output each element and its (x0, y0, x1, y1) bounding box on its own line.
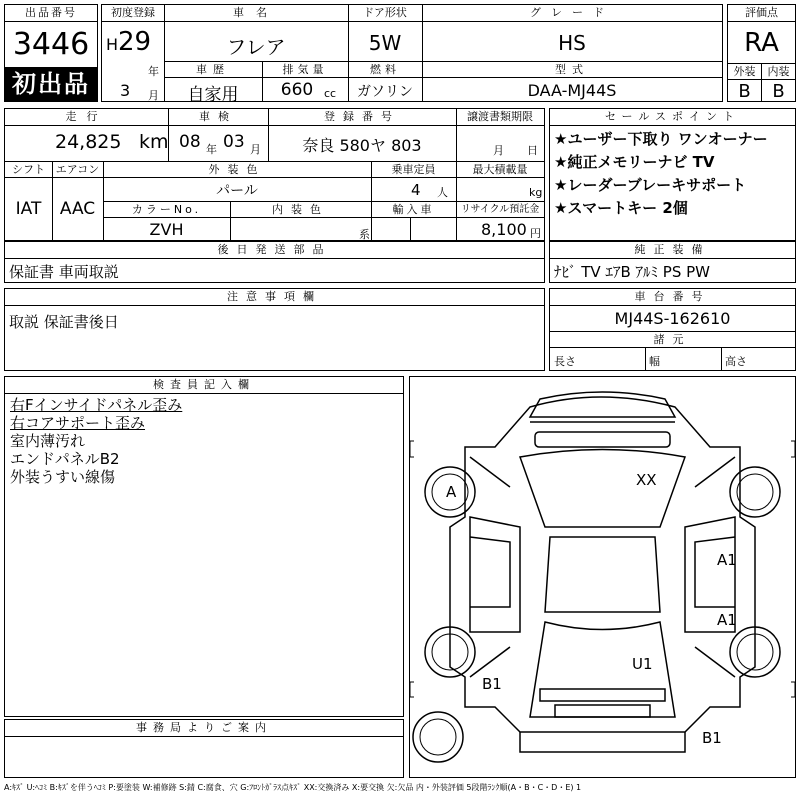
recycle-fee: 8,100 (481, 220, 527, 239)
recycle-label: リサイクル預託金 (460, 204, 540, 215)
damage-mark-b1-bottom: B1 (702, 729, 722, 747)
max-load-unit: kg (529, 186, 543, 199)
model-label: 型式 (555, 63, 589, 76)
door-label: ドア形状 (363, 6, 407, 19)
rating-label: 評価点 (745, 6, 778, 19)
inspection-label: 車検 (199, 110, 237, 123)
damage-mark-a1-lower: A1 (717, 611, 737, 629)
displacement-label: 排気量 (282, 63, 328, 76)
first-listing-badge: 初出品 (5, 67, 97, 101)
inspector-line: 室内薄汚れ (10, 432, 86, 450)
sales-point: ★スマートキー 2個 (554, 199, 688, 217)
shift-label: シフト (12, 163, 45, 176)
model-code: DAA-MJ44S (527, 81, 617, 100)
rating-box (727, 4, 796, 102)
sales-points-box (549, 108, 796, 241)
car-damage-diagram (409, 376, 796, 778)
notes: 取説 保証書後日 (9, 313, 119, 331)
damage-mark-xx: XX (636, 471, 657, 489)
plate-number: 奈良 580ヤ 803 (302, 136, 422, 155)
damage-mark-a1-upper: A1 (717, 551, 737, 569)
later-parts: 保証書 車両取説 (9, 263, 119, 281)
office-notes-box (4, 719, 404, 778)
color-no-label: カラーNo. (131, 203, 202, 216)
lot-number: 3446 (12, 27, 90, 62)
spec-width-label: 幅 (649, 355, 660, 368)
interior-grade: B (772, 81, 785, 102)
first-reg-year-unit: 年 (148, 65, 159, 78)
interior-color-label: 内装色 (272, 203, 329, 216)
header-main (101, 4, 723, 105)
capacity: 4 (411, 181, 421, 199)
first-reg-era: H (106, 35, 119, 54)
mileage-unit: km (139, 131, 169, 153)
inspector-line: 右コアサポート歪み (10, 414, 146, 432)
later-parts-box (4, 241, 545, 283)
fuel: ガソリン (357, 84, 413, 100)
office-label: 事務局よりご案内 (136, 721, 272, 734)
grade: HS (558, 31, 586, 55)
capacity-label: 乗車定員 (391, 163, 436, 176)
spec-height-label: 高さ (725, 355, 747, 368)
inspector-label: 検査員記入欄 (153, 378, 255, 391)
exterior-grade: B (738, 81, 751, 102)
ac-label: エアコン (55, 163, 100, 176)
inspection-month-unit: 月 (250, 143, 261, 156)
recycle-unit: 円 (530, 227, 541, 240)
spec-length-label: 長さ (554, 355, 576, 368)
specs-label: 諸元 (653, 333, 692, 346)
notes-box (4, 288, 545, 371)
damage-mark-a: A (446, 483, 457, 501)
chassis-label: 車台番号 (634, 290, 711, 303)
inspection-month: 03 (223, 132, 245, 152)
later-parts-label: 後日発送部品 (217, 243, 332, 256)
transfer-month-unit: 月 (493, 144, 504, 157)
transfer-day-unit: 日 (527, 144, 538, 157)
rating: RA (744, 28, 779, 58)
chassis-box (549, 288, 796, 371)
legend: A:ｷｽﾞ U:ﾍｺﾐ B:ｷｽﾞを伴うﾍｺﾐ P:要塗装 W:補修跡 S:錆 C:腐食、穴 G:ﾌﾛﾝﾄｶﾞﾗｽ点ｷｽﾞ XX:交換済み X:要交換 欠:欠品 内・外装評価 5段階ﾗﾝｸ順(A・B・C・D・E) 1 (4, 783, 582, 792)
sales-point: ★レーダーブレーキサポート (554, 176, 747, 194)
history-label: 車歴 (196, 63, 230, 76)
first-reg-label: 初度登録 (111, 6, 155, 19)
fuel-label: 燃料 (370, 63, 400, 76)
history: 自家用 (187, 85, 239, 105)
car-outline (410, 377, 795, 777)
grade-label: グレード (530, 6, 614, 19)
sales-points-label: セールスポイント (604, 110, 740, 123)
max-load-label: 最大積載量 (472, 163, 528, 176)
inspection-year: 08 (179, 132, 201, 152)
transfer-label: 譲渡書類期限 (467, 110, 533, 123)
ac-type: AAC (59, 199, 96, 219)
color-number: ZVH (149, 220, 184, 239)
exterior-color: パール (216, 183, 258, 199)
shift-type: IAT (15, 199, 42, 219)
car-name-label: 車名 (233, 6, 279, 19)
notes-label: 注意事項欄 (227, 290, 322, 303)
inspector-line: エンドパネルB2 (10, 450, 120, 468)
genuine-equipment: ﾅﾋﾞ TV ｴｱB ｱﾙﾐ PS PW (554, 263, 710, 281)
sales-point: ★ユーザー下取り ワンオーナー (554, 130, 768, 148)
inspector-line: 右Fインサイドパネル歪み (10, 396, 183, 414)
interior-color-unit: 系 (359, 228, 370, 241)
color-label: 外装色 (208, 163, 266, 176)
first-reg-month-unit: 月 (148, 89, 159, 102)
sales-point: ★純正メモリーナビ TV (554, 153, 715, 171)
genuine-label: 純正装備 (634, 243, 711, 256)
door-type: 5W (368, 31, 402, 55)
import-label: 輸入車 (392, 203, 435, 216)
details-table (4, 108, 545, 241)
displacement: 660 (280, 80, 314, 100)
displacement-unit: cc (324, 87, 337, 100)
exterior-label: 外装 (733, 65, 756, 78)
inspector-line: 外装うすい線傷 (10, 468, 116, 486)
genuine-equipment-box (549, 241, 796, 283)
car-name: フレア (226, 35, 286, 59)
lot-number-box (4, 4, 98, 102)
plate-label: 登録番号 (324, 110, 400, 123)
lot-number-label: 出品番号 (25, 6, 77, 19)
damage-mark-b1-left: B1 (482, 675, 502, 693)
interior-label: 内装 (767, 65, 790, 78)
mileage-label: 走行 (65, 110, 108, 123)
damage-mark-u1: U1 (632, 655, 653, 673)
mileage: 24,825 (55, 131, 122, 153)
chassis-number: MJ44S-162610 (614, 309, 731, 328)
inspection-year-unit: 年 (206, 143, 217, 156)
first-reg-year: 29 (118, 27, 152, 57)
first-reg-month: 3 (120, 81, 131, 100)
inspector-box (4, 376, 404, 717)
capacity-unit: 人 (437, 186, 448, 199)
